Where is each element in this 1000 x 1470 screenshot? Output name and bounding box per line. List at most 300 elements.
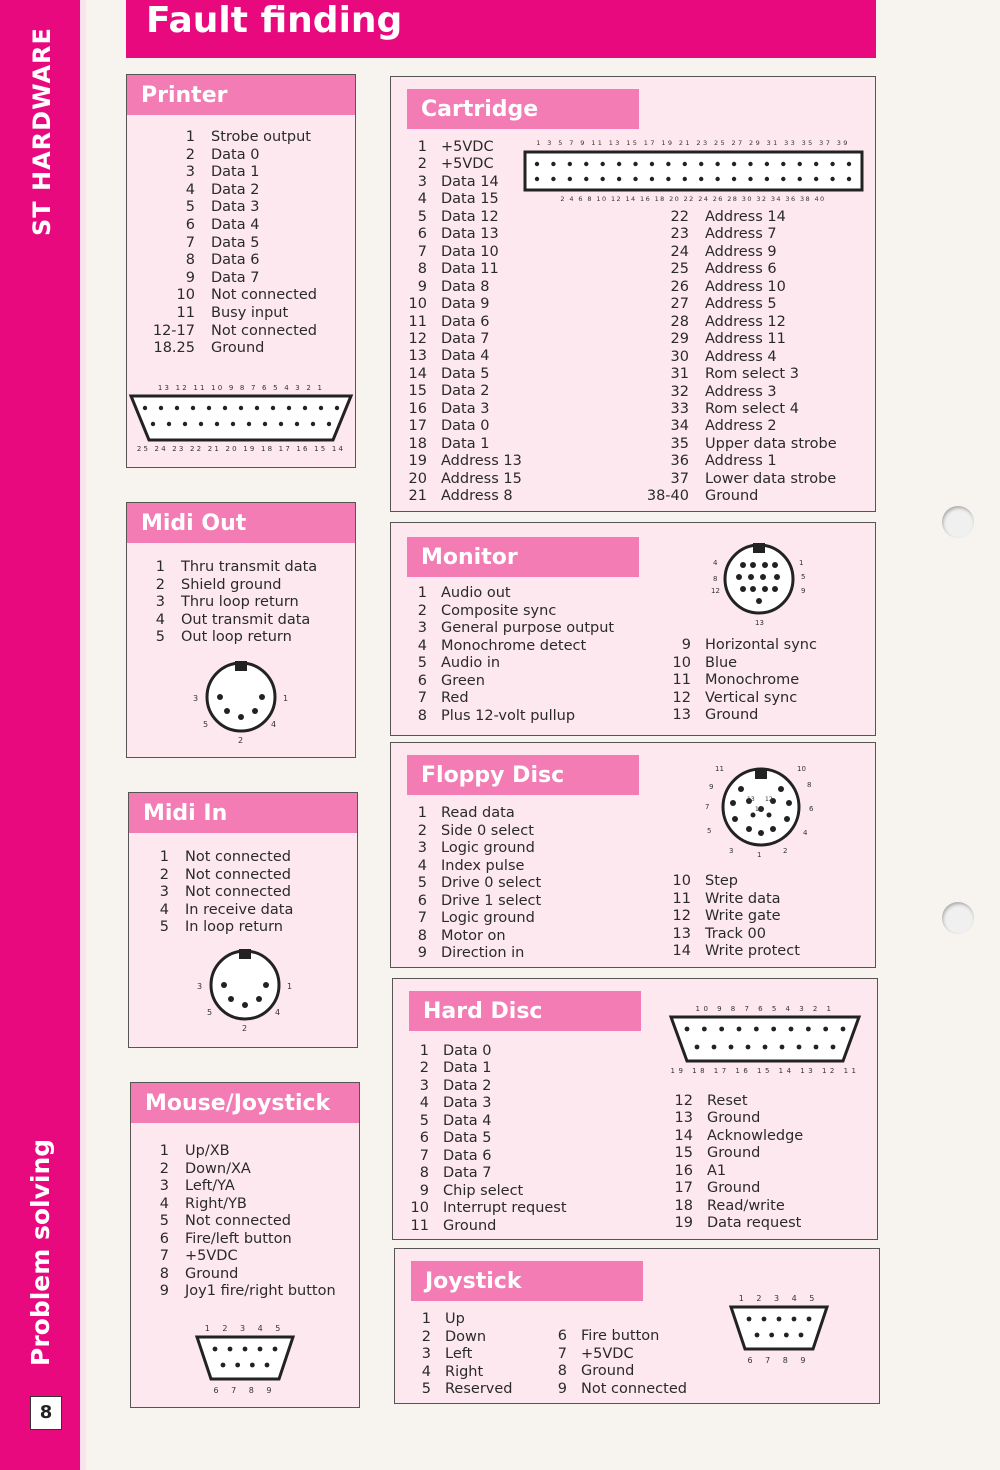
pin-label: Ground [707, 1180, 761, 1197]
pin-label: Audio in [441, 655, 501, 671]
pin-label: Logic ground [441, 840, 535, 856]
pin-number: 1 [417, 805, 427, 821]
pin-number: 7 [417, 690, 427, 706]
pin-number: 8 [417, 261, 427, 278]
pin-number: 12-17 [152, 322, 195, 339]
pin-number: 32 [670, 383, 689, 400]
pin-number: 36 [670, 453, 689, 470]
pin-label: Reset [707, 1093, 748, 1109]
pin-label: Not connected [211, 322, 317, 339]
pin-dot [830, 177, 834, 181]
pin-dot [748, 162, 752, 166]
pin-label: Monochrome detect [441, 637, 587, 654]
pin-label: Data 3 [211, 199, 260, 216]
pin-number: 1 [185, 129, 195, 145]
pin-number: 8 [185, 252, 195, 269]
pin-number: 3 [155, 594, 165, 611]
pin-label: Blue [705, 654, 738, 671]
pin-number: 15 [674, 1145, 693, 1162]
pin-number: 35 [670, 435, 689, 452]
pin-number: 4 [417, 191, 427, 208]
pin-number: 12 [672, 908, 691, 924]
pin-dot [617, 162, 621, 166]
pin-number: 18 [674, 1197, 693, 1214]
pin-label: Data 6 [443, 1147, 492, 1164]
printer-db25-connector [127, 380, 355, 460]
pin-number: 14 [672, 943, 691, 959]
svg-text:3: 3 [729, 847, 734, 855]
pin-number: 2 [419, 1060, 429, 1077]
pin-number: 11 [408, 313, 427, 330]
pin-label: Audio out [441, 585, 511, 601]
pin-dot [221, 1363, 226, 1368]
svg-text:5: 5 [801, 573, 806, 581]
pin-label: Rom select 3 [705, 366, 799, 383]
pin-number: 4 [159, 901, 169, 918]
pin-dot [754, 1027, 759, 1032]
pin-dot [702, 1027, 707, 1032]
pin-dot [143, 406, 147, 410]
pin-label: Address 1 [705, 453, 777, 470]
svg-text:10: 10 [797, 765, 806, 773]
pin-label: Address 8 [441, 488, 513, 504]
pin-number: 3 [421, 1346, 431, 1362]
pin-label: Address 14 [705, 209, 786, 225]
pin-label: Up [445, 1311, 465, 1327]
mouse-pin-numbers-top: 1 2 3 4 5 [204, 1324, 286, 1333]
pin-number: 3 [417, 620, 427, 636]
pin-number: 28 [670, 313, 689, 330]
pin-label: Data request [707, 1215, 802, 1232]
pin-label: Data 2 [443, 1077, 492, 1094]
cartridge-pin-numbers-top: 1 3 5 7 9 11 13 15 17 19 21 23 25 27 29 31 33 35 37 39 [536, 139, 850, 147]
pin-number: 11 [672, 890, 691, 907]
pin-label: Data 15 [441, 191, 499, 208]
pin-label: Ground [185, 1265, 239, 1282]
svg-text:8: 8 [807, 781, 812, 789]
pin-label: Data 4 [441, 348, 490, 365]
pin-number: 2 [185, 146, 195, 163]
pin-label: Data 4 [443, 1112, 492, 1129]
pin-number: 2 [155, 576, 165, 593]
pin-label: Data 12 [441, 208, 499, 225]
mouse-joystick-panel [130, 1082, 360, 1408]
pin-number: 30 [670, 348, 689, 365]
midi-in-pin-3-label: 3 [197, 982, 203, 991]
pin-number: 11 [410, 1217, 429, 1234]
hard-disc-db19-connector [665, 1001, 865, 1077]
pin-number: 7 [417, 910, 427, 926]
pin-number: 3 [159, 884, 169, 901]
sidebar-strip [80, 0, 86, 1470]
svg-text:5: 5 [707, 827, 712, 835]
printer-title: Printer [127, 75, 355, 115]
pin-dot [335, 406, 339, 410]
pin-number: 5 [159, 919, 169, 936]
hard-disc-title: Hard Disc [409, 991, 641, 1031]
pin-dot [215, 422, 219, 426]
mouse-pin-numbers-bottom: 6 7 8 9 [213, 1386, 277, 1395]
pin-number: 12 [674, 1093, 693, 1109]
pin-number: 24 [670, 243, 689, 260]
chapter-label: Problem solving [26, 1138, 55, 1366]
midi-in-pin-5-label: 5 [207, 1008, 213, 1017]
pin-number: 17 [408, 418, 427, 435]
pin-dot [239, 406, 243, 410]
pin-dot [789, 1027, 794, 1032]
pin-number: 25 [670, 261, 689, 278]
pin-label: Address 12 [705, 313, 786, 330]
pin-label: Step [705, 873, 739, 889]
pin-label: Ground [705, 488, 759, 505]
hard-disc-pin-numbers-bottom: 19 18 17 16 15 14 13 12 11 [670, 1067, 860, 1075]
midi-in-title: Midi In [129, 793, 357, 833]
midi-out-din-connector [187, 655, 297, 751]
pin-label: Data 4 [211, 217, 260, 233]
pin-label: Chip select [443, 1182, 524, 1199]
pin-number: 6 [417, 672, 427, 689]
pin-dot [769, 1333, 774, 1338]
pin-label: Data 7 [443, 1165, 492, 1182]
floppy-disc-title: Floppy Disc [407, 755, 639, 795]
svg-text:1: 1 [799, 559, 804, 567]
page-title-bar [126, 0, 876, 58]
pin-label: Down/XA [185, 1160, 251, 1177]
pin-dot [287, 406, 291, 410]
pin-number: 13 [672, 707, 691, 723]
pin-label: Upper data strobe [705, 435, 837, 452]
pin-label: Vertical sync [705, 689, 798, 706]
pin-label: Write protect [705, 943, 800, 959]
pin-dot [683, 177, 687, 181]
pin-dot [763, 1045, 768, 1050]
pin-dot [732, 177, 736, 181]
pin-label: Data 3 [443, 1095, 492, 1112]
svg-text:9: 9 [709, 783, 714, 791]
pin-number: 10 [408, 296, 427, 313]
pin-dot [806, 1027, 811, 1032]
midi-in-panel [128, 792, 358, 1048]
pin-label: Lower data strobe [705, 470, 837, 487]
midi-out-pin-5-label: 5 [203, 720, 209, 729]
pin-label: Direction in [441, 945, 525, 961]
pin-label: Data 7 [441, 330, 490, 347]
pin-number: 10 [672, 654, 691, 671]
pin-dot [223, 406, 227, 410]
pin-dot [719, 1027, 724, 1032]
pin-dot [798, 177, 802, 181]
section-label: ST HARDWARE [28, 27, 56, 236]
pin-dot [831, 1045, 836, 1050]
pin-label: Ground [707, 1145, 761, 1162]
midi-out-pin-3-label: 3 [193, 694, 199, 703]
pin-dot [199, 422, 203, 426]
pin-label: General purpose output [441, 620, 615, 636]
pin-dot [535, 177, 539, 181]
pin-dot [666, 177, 670, 181]
pin-label: Data 0 [443, 1043, 492, 1059]
pin-number: 31 [670, 366, 689, 383]
pin-label: Down [445, 1328, 487, 1345]
pin-label: Joy1 fire/right button [185, 1283, 336, 1299]
pin-number: 1 [417, 139, 427, 155]
pin-label: Write data [705, 890, 781, 907]
pin-number: 37 [670, 470, 689, 487]
pin-number: 8 [159, 1265, 169, 1282]
pin-dot [175, 406, 179, 410]
pin-label: Interrupt request [443, 1200, 567, 1217]
printer-panel [126, 74, 356, 468]
pin-dot [799, 1333, 804, 1338]
pin-dot [841, 1027, 846, 1032]
pin-dot [600, 177, 604, 181]
pin-number: 2 [417, 156, 427, 173]
pin-label: Not connected [185, 849, 291, 865]
pin-number: 5 [155, 629, 165, 646]
pin-dot [771, 1027, 776, 1032]
pin-dot [798, 162, 802, 166]
pin-dot [183, 422, 187, 426]
pin-dot [250, 1363, 255, 1368]
pin-number: 4 [159, 1195, 169, 1212]
svg-text:13: 13 [755, 619, 764, 627]
pin-dot [666, 162, 670, 166]
pin-label: Not connected [185, 1213, 291, 1229]
pin-label: Data 0 [441, 418, 490, 435]
pin-number: 38-40 [646, 488, 689, 505]
pin-label: Fire button [581, 1328, 660, 1344]
svg-text:12: 12 [765, 796, 773, 803]
pin-number: 1 [155, 559, 165, 575]
pin-dot [295, 422, 299, 426]
svg-text:1: 1 [757, 851, 762, 859]
pin-label: Logic ground [441, 910, 535, 926]
pin-dot [699, 177, 703, 181]
pin-label: Address 11 [705, 331, 786, 348]
joystick-pin-numbers-top: 1 2 3 4 5 [738, 1294, 820, 1303]
pin-number: 1 [421, 1311, 431, 1327]
pin-dot [568, 162, 572, 166]
pin-number: 5 [421, 1381, 431, 1397]
pin-dot [765, 177, 769, 181]
pin-dot [243, 1347, 248, 1352]
pin-dot [551, 177, 555, 181]
pin-label: Green [441, 672, 485, 689]
pin-label: Not connected [211, 287, 317, 304]
pin-label: Fire/left button [185, 1230, 292, 1247]
pin-number: 3 [417, 840, 427, 856]
pin-number: 5 [417, 655, 427, 671]
midi-in-pin-2-label: 2 [242, 1024, 248, 1033]
pin-number: 18.25 [153, 340, 195, 357]
pin-dot [271, 406, 275, 410]
pin-dot [633, 162, 637, 166]
pin-label: In receive data [185, 901, 294, 918]
pin-number: 9 [557, 1380, 567, 1397]
pin-dot [327, 422, 331, 426]
joystick-pin-numbers-bottom: 6 7 8 9 [747, 1356, 811, 1365]
pin-dot [247, 422, 251, 426]
pin-number: 7 [159, 1248, 169, 1264]
pin-label: Write gate [705, 908, 781, 924]
pin-label: Data 10 [441, 243, 499, 260]
pin-dot [747, 1317, 752, 1322]
pin-dot [746, 1045, 751, 1050]
pin-label: Data 1 [441, 435, 490, 452]
pin-dot [814, 162, 818, 166]
pin-dot [584, 162, 588, 166]
pin-label: Index pulse [441, 857, 525, 874]
pin-dot [650, 162, 654, 166]
pin-label: Data 8 [441, 278, 490, 295]
svg-text:14: 14 [755, 806, 763, 813]
pin-number: 2 [417, 602, 427, 619]
pin-label: Reserved [445, 1381, 513, 1397]
pin-label: Shield ground [181, 576, 282, 593]
pin-number: 10 [410, 1200, 429, 1217]
pin-label: Up/XB [185, 1143, 230, 1159]
pin-label: Data 3 [441, 400, 490, 417]
pin-label: Plus 12-volt pullup [441, 707, 576, 724]
pin-label: Address 13 [441, 453, 522, 470]
pin-dot [762, 1317, 767, 1322]
pin-number: 17 [674, 1180, 693, 1197]
pin-dot [213, 1347, 218, 1352]
svg-text:6: 6 [809, 805, 814, 813]
pin-dot [781, 162, 785, 166]
pin-dot [847, 162, 851, 166]
pin-label: Drive 0 select [441, 875, 542, 891]
pin-label: Ground [707, 1110, 761, 1127]
pin-label: A1 [707, 1162, 727, 1179]
pin-label: Address 7 [705, 226, 777, 243]
pin-number: 10 [672, 873, 691, 889]
pin-label: Thru transmit data [181, 559, 318, 575]
pin-label: Data 6 [211, 252, 260, 269]
pin-number: 3 [185, 164, 195, 181]
pin-number: 4 [155, 611, 165, 628]
pin-number: 22 [670, 209, 689, 225]
pin-label: Right [445, 1363, 484, 1380]
cartridge-edge-connector [521, 135, 866, 209]
pin-number: 13 [408, 348, 427, 365]
pin-number: 8 [417, 707, 427, 724]
pin-dot [311, 422, 315, 426]
midi-out-panel [126, 502, 356, 758]
pin-dot [207, 406, 211, 410]
pin-number: 9 [681, 637, 691, 653]
pin-label: Rom select 4 [705, 400, 799, 417]
pin-number: 18 [408, 435, 427, 452]
pin-dot [258, 1347, 263, 1352]
pin-dot [683, 162, 687, 166]
svg-text:11: 11 [715, 765, 724, 773]
pin-number: 12 [672, 689, 691, 706]
pin-dot [191, 406, 195, 410]
pin-label: Right/YB [185, 1195, 247, 1212]
pin-number: 4 [185, 181, 195, 198]
pin-number: 13 [672, 925, 691, 942]
pin-label: Data 2 [211, 181, 260, 198]
pin-label: Track 00 [705, 925, 767, 942]
pin-number: 5 [159, 1213, 169, 1229]
pin-dot [600, 162, 604, 166]
pin-number: 27 [670, 296, 689, 313]
pin-number: 4 [419, 1095, 429, 1112]
pin-number: 15 [408, 383, 427, 400]
pin-number: 7 [419, 1147, 429, 1164]
floppy-disc-panel [390, 742, 876, 968]
pin-number: 6 [419, 1130, 429, 1147]
binder-hole-bottom [942, 902, 974, 934]
pin-number: 8 [417, 927, 427, 944]
pin-number: 14 [408, 365, 427, 382]
pin-label: Thru loop return [181, 594, 299, 611]
pin-number: 4 [421, 1363, 431, 1380]
pin-dot [695, 1045, 700, 1050]
midi-out-pin-1-label: 1 [283, 694, 289, 703]
pin-label: Horizontal sync [705, 637, 817, 653]
pin-dot [568, 177, 572, 181]
pin-label: Ground [705, 707, 759, 723]
pin-dot [807, 1317, 812, 1322]
pin-number: 2 [417, 822, 427, 839]
pin-label: Strobe output [211, 129, 311, 145]
pin-number: 3 [419, 1077, 429, 1094]
pin-number: 2 [159, 1160, 169, 1177]
pin-label: Data 13 [441, 226, 499, 243]
pin-label: Drive 1 select [441, 892, 542, 909]
pin-label: Data 6 [441, 313, 490, 330]
pin-dot [159, 406, 163, 410]
pin-number: 11 [672, 672, 691, 688]
monitor-title: Monitor [407, 537, 639, 577]
pin-number: 8 [557, 1363, 567, 1379]
pin-dot [151, 422, 155, 426]
pin-number: 9 [419, 1182, 429, 1199]
monitor-panel [390, 522, 876, 736]
floppy-din14-connector [701, 757, 821, 865]
pin-number: 21 [408, 488, 427, 504]
pin-label: Motor on [441, 927, 506, 944]
pin-number: 2 [421, 1328, 431, 1345]
pin-number: 9 [417, 945, 427, 961]
pin-number: 5 [419, 1112, 429, 1129]
svg-text:9: 9 [801, 587, 806, 595]
pin-number: 12 [408, 330, 427, 347]
cartridge-panel [390, 76, 876, 512]
pin-number: 34 [670, 418, 689, 435]
pin-dot [235, 1363, 240, 1368]
joystick-db9-connector [725, 1291, 835, 1367]
pin-number: 6 [417, 226, 427, 243]
svg-text:12: 12 [711, 587, 720, 595]
printer-pin-numbers-top: 13 12 11 10 9 8 7 6 5 4 3 2 1 [157, 384, 325, 392]
pin-dot [830, 162, 834, 166]
pin-label: Left [445, 1346, 473, 1362]
pin-label: Data 5 [211, 234, 260, 251]
pin-dot [303, 406, 307, 410]
pin-number: 14 [674, 1127, 693, 1144]
pin-dot [685, 1027, 690, 1032]
pin-dot [814, 1045, 819, 1050]
pin-number: 23 [670, 226, 689, 243]
pin-label: Red [441, 690, 469, 706]
pin-label: Ground [443, 1217, 497, 1234]
svg-text:2: 2 [783, 847, 788, 855]
pin-label: Data 5 [443, 1130, 492, 1147]
pin-dot [784, 1333, 789, 1338]
